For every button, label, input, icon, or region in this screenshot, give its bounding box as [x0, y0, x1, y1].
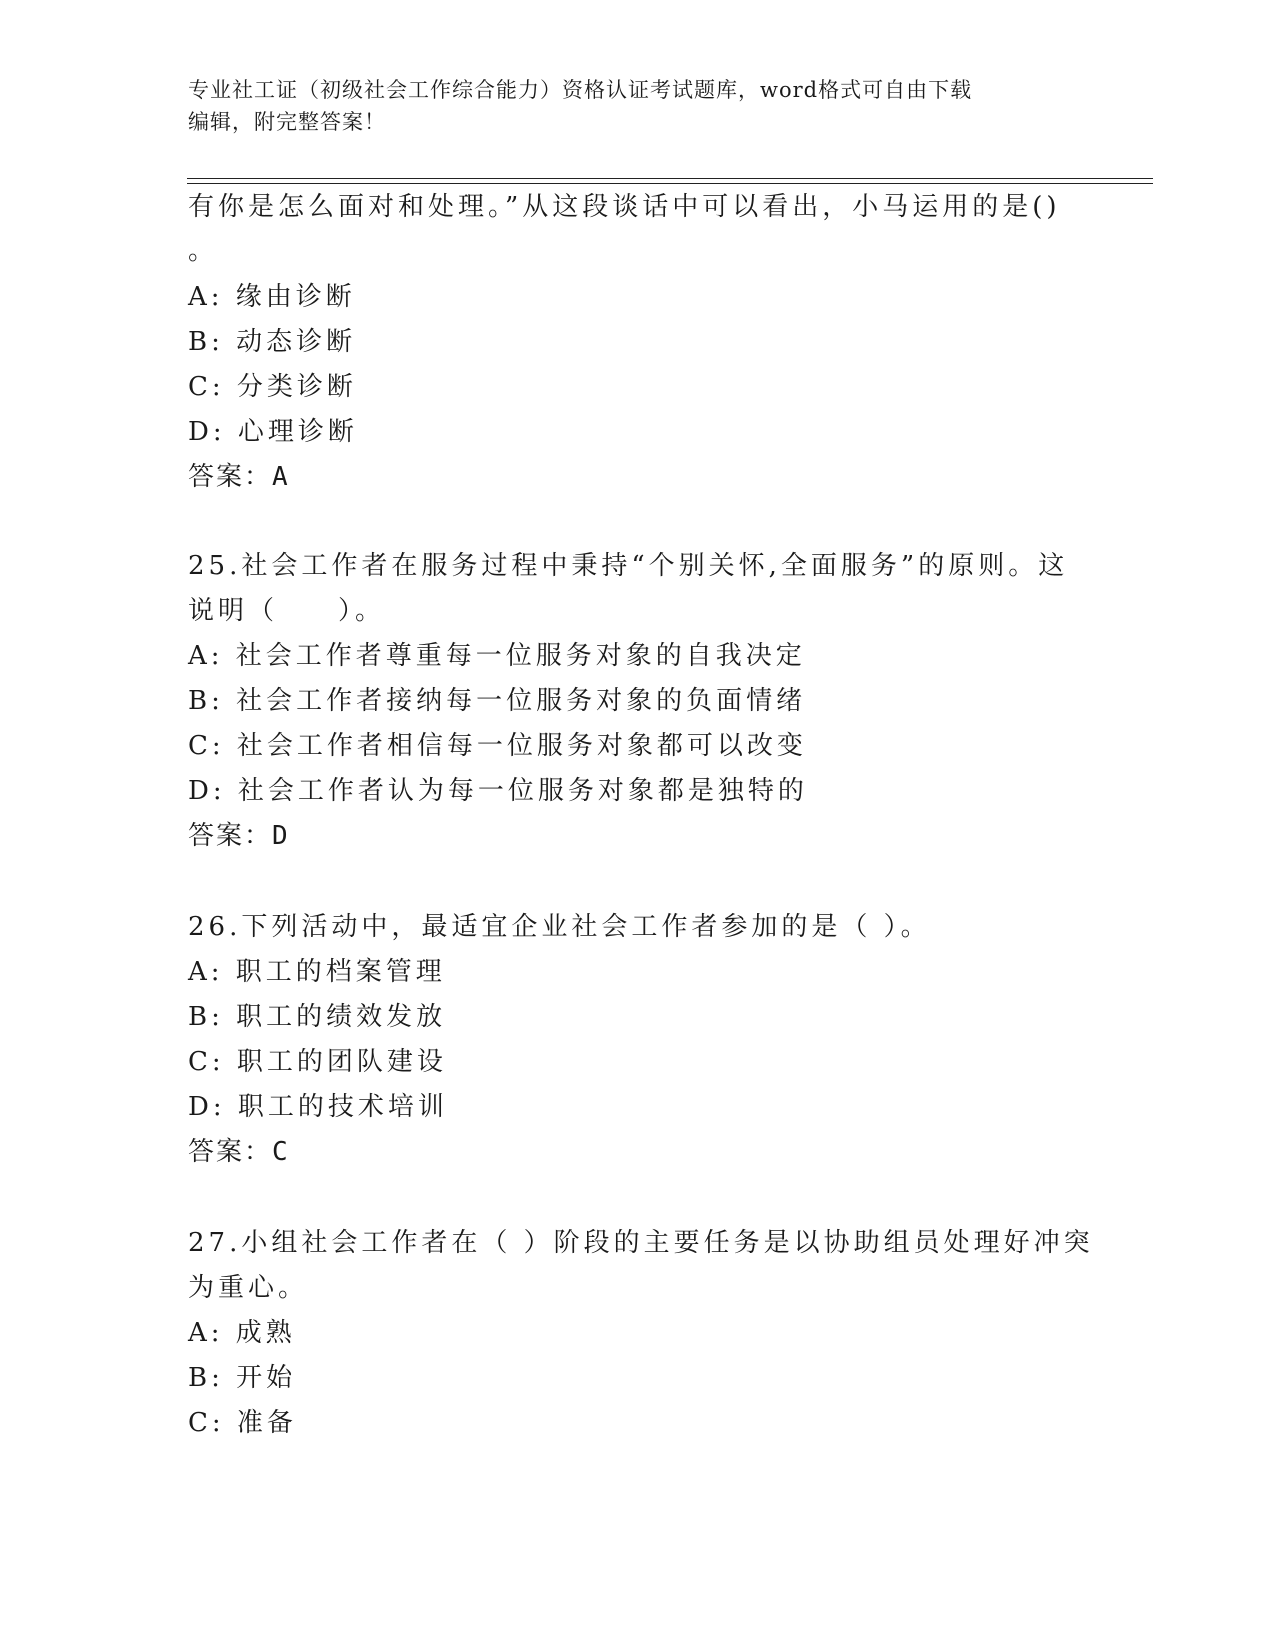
- q26-answer-value: C: [272, 1137, 288, 1167]
- q24-option-b: B: 动态诊断: [188, 327, 357, 357]
- q27-stem-line-2: 为重心。: [188, 1273, 309, 1303]
- q24-option-c: C: 分类诊断: [188, 372, 357, 402]
- header-line-2: 编辑，附完整答案！: [188, 110, 386, 134]
- q24-option-d: D: 心理诊断: [188, 417, 358, 447]
- q24-stem-line-1: 有你是怎么面对和处理。”从这段谈话中可以看出，小马运用的是(): [188, 192, 1061, 222]
- q26-option-c: C: 职工的团队建设: [188, 1047, 447, 1077]
- q25-option-d: D: 社会工作者认为每一位服务对象都是独特的: [188, 776, 808, 806]
- q25-stem-line-1: 25.社会工作者在服务过程中秉持“个别关怀,全面服务”的原则。这: [188, 551, 1069, 581]
- q24-answer-value: A: [272, 462, 288, 492]
- header-divider-top: [187, 178, 1153, 179]
- q25-option-b: B: 社会工作者接纳每一位服务对象的负面情绪: [188, 686, 807, 716]
- q26-answer-label: 答案：: [188, 1137, 273, 1167]
- q26-stem-line-1: 26.下列活动中，最适宜企业社会工作者参加的是（ ）。: [188, 912, 931, 942]
- q24-stem-line-2: 。: [188, 236, 219, 266]
- q27-stem-line-1: 27.小组社会工作者在（ ）阶段的主要任务是以协助组员处理好冲突: [188, 1228, 1094, 1258]
- q27-option-a: A: 成熟: [188, 1318, 296, 1348]
- q25-stem-line-2: 说明（ ）。: [188, 596, 386, 626]
- q25-option-a: A: 社会工作者尊重每一位服务对象的自我决定: [188, 641, 806, 671]
- q26-option-d: D: 职工的技术培训: [188, 1092, 448, 1122]
- q26-option-a: A: 职工的档案管理: [188, 957, 446, 987]
- q25-option-c: C: 社会工作者相信每一位服务对象都可以改变: [188, 731, 807, 761]
- document-header: [188, 74, 1068, 138]
- q27-option-b: B: 开始: [188, 1363, 297, 1393]
- q25-answer: [188, 819, 288, 853]
- header-divider-bottom: [187, 183, 1153, 184]
- q24-answer-label: 答案：: [188, 462, 273, 492]
- q26-answer: [188, 1135, 288, 1169]
- q24-option-a: A: 缘由诊断: [188, 282, 356, 312]
- q26-option-b: B: 职工的绩效发放: [188, 1002, 447, 1032]
- header-line-1: 专业社工证（初级社会工作综合能力）资格认证考试题库，word格式可自由下载: [188, 78, 973, 102]
- q25-answer-label: 答案：: [188, 821, 273, 851]
- q24-answer: [188, 460, 288, 494]
- q27-option-c: C: 准备: [188, 1408, 297, 1438]
- q25-answer-value: D: [272, 821, 288, 851]
